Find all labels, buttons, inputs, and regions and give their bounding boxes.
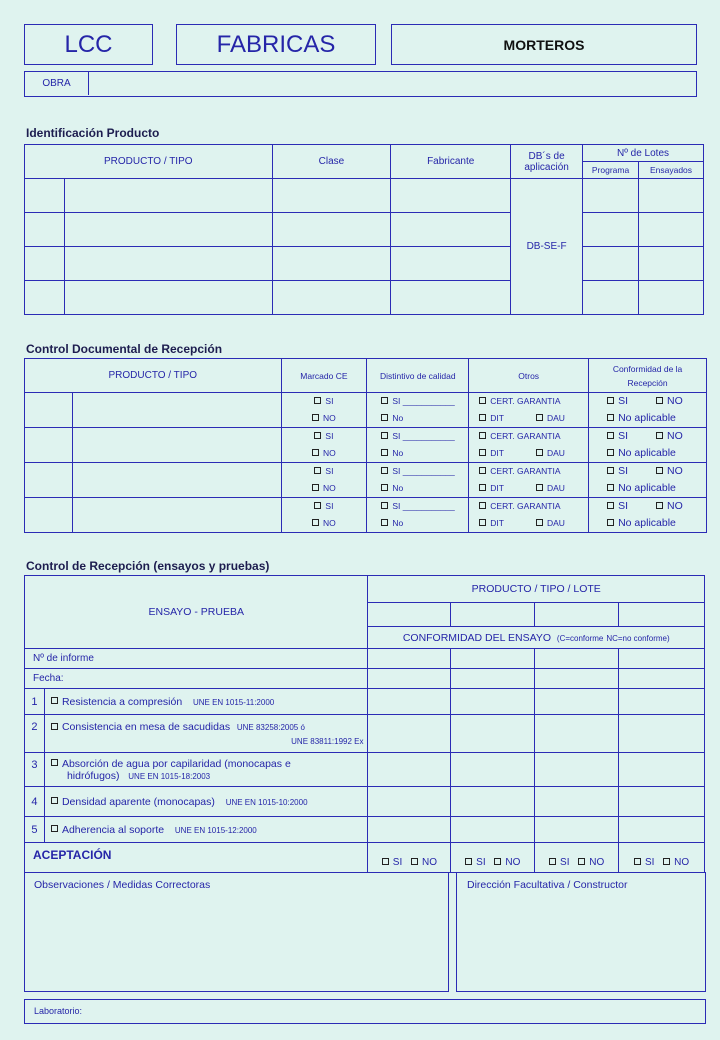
doc-cell[interactable] [25,393,73,428]
doc-conformidad-cell [589,463,707,498]
checkbox-icon [314,397,321,404]
doc-marcado-no[interactable]: NO [282,480,367,497]
aceptacion-no[interactable]: NO [578,857,604,868]
checkbox-icon [51,759,58,766]
ensayo-result-cell[interactable] [619,753,705,787]
ident-cell[interactable] [391,281,511,315]
doc-marcado-si[interactable]: SI [282,393,367,410]
ident-cell[interactable] [583,247,639,281]
ensayo-result-cell[interactable] [535,753,619,787]
checkbox-icon [314,502,321,509]
checkbox-icon [51,825,58,832]
ident-cell[interactable] [64,179,272,213]
checkbox-icon [607,449,614,456]
ident-cell[interactable] [272,213,391,247]
ident-cell[interactable] [272,179,391,213]
obra-label-cell [25,72,89,95]
checkbox-icon [656,397,663,404]
checkbox-icon [607,414,614,421]
checkbox-icon [479,432,486,439]
checkbox-icon [656,467,663,474]
aceptacion-cell [451,843,535,873]
aceptacion-no[interactable]: NO [494,857,520,868]
ensayo-name-cell[interactable]: Resistencia a compresión UNE EN 1015-11:2000 [44,689,368,715]
informe-cell[interactable] [368,649,451,669]
ident-col-fabricante: Fabricante [391,145,511,179]
checkbox-icon [607,467,614,474]
doc-marcado-no[interactable]: NO [282,445,367,462]
doc-cell[interactable] [25,428,73,463]
ensayo-result-cell[interactable] [451,817,535,843]
doc-otros-cert[interactable]: CERT. GARANTIA [479,393,588,410]
fecha-cell[interactable] [619,669,705,689]
ensayos-section-title: Control de Recepción (ensayos y pruebas) [26,559,270,573]
informe-label: Nº de informe [25,649,368,669]
checkbox-icon [663,858,670,865]
informe-cell[interactable] [619,649,705,669]
fabricas-box [176,24,376,65]
aceptacion-cell [535,843,619,873]
lote-cell[interactable] [619,603,705,627]
doc-conformidad-cell [589,428,707,463]
checkbox-icon [381,414,388,421]
aceptacion-label: ACEPTACIÓN [25,843,368,873]
ensayo-result-cell[interactable] [535,715,619,753]
ensayos-table [24,575,705,873]
doc-table [24,358,707,533]
ensayo-result-cell[interactable] [535,817,619,843]
fecha-cell[interactable] [535,669,619,689]
ensayos-conformidad [368,627,705,649]
doc-distintivo-no[interactable]: No [381,445,468,462]
conformidad-legend-a: (C=conforme [556,633,604,643]
aceptacion-si[interactable]: SI [634,857,654,868]
checkbox-icon [536,484,543,491]
doc-distintivo-no[interactable]: No [381,410,468,427]
ensayo-result-cell[interactable] [368,689,451,715]
checkbox-icon [634,858,641,865]
conformidad-legend-b: NC=no conforme) [606,633,670,643]
checkbox-icon [656,432,663,439]
doc-otros-cell [469,498,589,533]
doc-conf-si[interactable]: SI [607,500,628,512]
doc-cell[interactable] [72,463,281,498]
doc-marcado-si[interactable]: SI [282,463,367,480]
ensayo-name-cell[interactable]: Absorción de agua por capilaridad (monocapas e hidrófugos) UNE EN 1015-18:2003 [44,753,368,787]
doc-otros-dau[interactable]: DAU [536,448,565,458]
checkbox-icon [381,502,388,509]
checkbox-icon [312,519,319,526]
ensayo-result-cell[interactable] [619,715,705,753]
doc-marcado-cell [281,463,367,498]
checkbox-icon [381,449,388,456]
doc-col-marcado: Marcado CE [281,359,367,393]
doc-marcado-no[interactable]: NO [282,410,367,427]
ensayo-num: 3 [25,753,45,787]
doc-col-otros: Otros [469,359,589,393]
ident-cell[interactable] [64,247,272,281]
fecha-cell[interactable] [368,669,451,689]
aceptacion-no[interactable]: NO [411,857,437,868]
checkbox-icon [607,519,614,526]
ensayo-num: 1 [25,689,45,715]
doc-distintivo-si[interactable]: SI ___________ [381,498,468,515]
aceptacion-cell [619,843,705,873]
checkbox-icon [607,502,614,509]
checkbox-icon [51,697,58,704]
doc-otros-dit[interactable]: DIT [479,518,504,528]
aceptacion-cell [368,843,451,873]
doc-conf-si[interactable]: SI [607,465,628,477]
doc-conf-no-aplicable[interactable]: No aplicable [607,515,706,532]
checkbox-icon [381,519,388,526]
ident-cell[interactable] [583,281,639,315]
doc-otros-cert[interactable]: CERT. GARANTIA [479,498,588,515]
ident-col-producto: PRODUCTO / TIPO [25,145,273,179]
ident-cell[interactable] [583,213,639,247]
ident-cell[interactable] [639,281,704,315]
doc-col-distintivo: Distintivo de calidad [367,359,469,393]
doc-distintivo-si[interactable]: SI ___________ [381,428,468,445]
ident-cell[interactable] [391,179,511,213]
ensayo-num: 2 [25,715,45,753]
ident-cell[interactable] [64,213,272,247]
doc-conf-no[interactable]: NO [656,430,683,442]
doc-distintivo-cell [367,463,469,498]
ensayos-col-producto-lote: PRODUCTO / TIPO / LOTE [368,576,705,603]
doc-cell[interactable] [72,393,281,428]
doc-otros-dau[interactable]: DAU [536,483,565,493]
ensayo-result-cell[interactable] [535,787,619,817]
ident-cell[interactable] [639,247,704,281]
checkbox-icon [312,414,319,421]
ident-col-dbs: DB´s de aplicación [511,145,583,179]
ident-cell[interactable] [272,281,391,315]
doc-marcado-si[interactable]: SI [282,498,367,515]
checkbox-icon [607,397,614,404]
ident-cell[interactable] [25,213,65,247]
ident-cell[interactable] [391,247,511,281]
doc-marcado-no[interactable]: NO [282,515,367,532]
checkbox-icon [382,858,389,865]
ident-col-programa: Programa [583,162,639,179]
checkbox-icon [479,397,486,404]
checkbox-icon [607,432,614,439]
checkbox-icon [381,432,388,439]
doc-otros-dit[interactable]: DIT [479,483,504,493]
checkbox-icon [494,858,501,865]
conformidad-label: CONFORMIDAD DEL ENSAYO [402,631,551,644]
checkbox-icon [381,397,388,404]
doc-otros-cert[interactable]: CERT. GARANTIA [479,428,588,445]
ident-section-title: Identificación Producto [26,126,160,140]
laboratorio-label: Laboratorio: [34,1006,83,1016]
checkbox-icon [51,797,58,804]
doc-otros-cell [469,463,589,498]
ensayo-name-cell[interactable]: Densidad aparente (monocapas) UNE EN 1015-10:2000 [44,787,368,817]
laboratorio-box[interactable] [24,999,706,1024]
fecha-label: Fecha: [25,669,368,689]
checkbox-icon [607,484,614,491]
doc-conf-no-aplicable[interactable]: No aplicable [607,410,706,427]
doc-marcado-si[interactable]: SI [282,428,367,445]
aceptacion-si[interactable]: SI [465,857,485,868]
aceptacion-si[interactable]: SI [549,857,569,868]
doc-distintivo-si[interactable]: SI ___________ [381,393,468,410]
doc-conf-no[interactable]: NO [656,500,683,512]
doc-conf-no[interactable]: NO [656,395,683,407]
ident-db-value: DB-SE-F [511,179,583,315]
doc-otros-dit[interactable]: DIT [479,413,504,423]
checkbox-icon [479,414,486,421]
checkbox-icon [479,467,486,474]
checkbox-icon [465,858,472,865]
checkbox-icon [479,484,486,491]
checkbox-icon [411,858,418,865]
ident-table [24,144,704,315]
informe-cell[interactable] [451,649,535,669]
doc-distintivo-no[interactable]: No [381,515,468,532]
doc-cell[interactable] [72,498,281,533]
ensayos-col-ensayo: ENSAYO - PRUEBA [25,576,368,649]
checkbox-icon [479,502,486,509]
ident-cell[interactable] [272,247,391,281]
ensayo-num: 4 [25,787,45,817]
obra-label: OBRA [42,78,71,89]
doc-otros-cert[interactable]: CERT. GARANTIA [479,463,588,480]
checkbox-icon [479,449,486,456]
checkbox-icon [656,502,663,509]
doc-conf-si[interactable]: SI [607,395,628,407]
doc-section-title: Control Documental de Recepción [26,342,223,356]
fabricas-title: FABRICAS [216,30,336,58]
ident-cell[interactable] [25,281,65,315]
ensayo-result-cell[interactable] [451,787,535,817]
ident-col-clase: Clase [272,145,391,179]
doc-cell[interactable] [72,428,281,463]
morteros-box [391,24,697,65]
ident-col-ensayados: Ensayados [639,162,704,179]
doc-otros-cell [469,428,589,463]
lote-cell[interactable] [451,603,535,627]
ensayo-result-cell[interactable] [619,817,705,843]
ident-cell[interactable] [639,213,704,247]
ensayo-result-cell[interactable] [451,753,535,787]
doc-conf-si[interactable]: SI [607,430,628,442]
checkbox-icon [381,484,388,491]
doc-marcado-cell [281,393,367,428]
morteros-title: MORTEROS [503,36,585,53]
doc-otros-dit[interactable]: DIT [479,448,504,458]
observaciones-label: Observaciones / Medidas Correctoras [34,879,211,891]
ensayo-result-cell[interactable] [535,689,619,715]
doc-col-producto: PRODUCTO / TIPO [25,359,282,393]
doc-distintivo-cell [367,498,469,533]
checkbox-icon [51,723,58,730]
doc-cell[interactable] [25,463,73,498]
ensayo-result-cell[interactable] [451,689,535,715]
checkbox-icon [314,432,321,439]
ensayo-name-cell[interactable]: Adherencia al soporte UNE EN 1015-12:2000 [44,817,368,843]
doc-conf-no-aplicable[interactable]: No aplicable [607,480,706,497]
doc-otros-cell [469,393,589,428]
ident-cell[interactable] [639,179,704,213]
ident-cell[interactable] [391,213,511,247]
ensayo-result-cell[interactable] [619,689,705,715]
ensayo-name-cell[interactable]: Consistencia en mesa de sacudidas UNE 83258:2005 ó UNE 83811:1992 Ex [44,715,368,753]
observaciones-box[interactable] [24,872,449,992]
informe-cell[interactable] [535,649,619,669]
ident-cell[interactable] [583,179,639,213]
checkbox-icon [536,414,543,421]
obra-input[interactable] [89,72,694,95]
checkbox-icon [479,519,486,526]
ensayo-result-cell[interactable] [451,715,535,753]
doc-conformidad-cell [589,393,707,428]
aceptacion-no[interactable]: NO [663,857,689,868]
direccion-box[interactable] [456,872,706,992]
checkbox-icon [536,519,543,526]
ensayo-num: 5 [25,817,45,843]
fecha-cell[interactable] [451,669,535,689]
checkbox-icon [549,858,556,865]
lcc-box [24,24,153,65]
lote-cell[interactable] [368,603,451,627]
checkbox-icon [536,449,543,456]
ensayo-result-cell[interactable] [619,787,705,817]
doc-distintivo-no[interactable]: No [381,480,468,497]
doc-col-conformidad: Conformidad de la Recepción [589,359,707,393]
ident-cell[interactable] [64,281,272,315]
checkbox-icon [578,858,585,865]
lote-cell[interactable] [535,603,619,627]
doc-cell[interactable] [25,498,73,533]
doc-distintivo-cell [367,393,469,428]
ensayo-result-cell[interactable] [368,787,451,817]
ident-cell[interactable] [25,179,65,213]
doc-otros-dau[interactable]: DAU [536,518,565,528]
aceptacion-si[interactable]: SI [382,857,402,868]
doc-marcado-cell [281,428,367,463]
ensayo-result-cell[interactable] [368,753,451,787]
doc-otros-dau[interactable]: DAU [536,413,565,423]
direccion-label: Dirección Facultativa / Constructor [467,879,628,891]
doc-conf-no-aplicable[interactable]: No aplicable [607,445,706,462]
ident-col-lotes: Nº de Lotes [583,145,704,162]
ensayo-result-cell[interactable] [368,817,451,843]
ensayo-result-cell[interactable] [368,715,451,753]
checkbox-icon [312,484,319,491]
doc-conformidad-cell [589,498,707,533]
checkbox-icon [312,449,319,456]
obra-box [24,71,697,97]
checkbox-icon [381,467,388,474]
doc-conf-no[interactable]: NO [656,465,683,477]
ident-cell[interactable] [25,247,65,281]
doc-marcado-cell [281,498,367,533]
doc-distintivo-cell [367,428,469,463]
lcc-title: LCC [64,30,113,58]
doc-distintivo-si[interactable]: SI ___________ [381,463,468,480]
checkbox-icon [314,467,321,474]
